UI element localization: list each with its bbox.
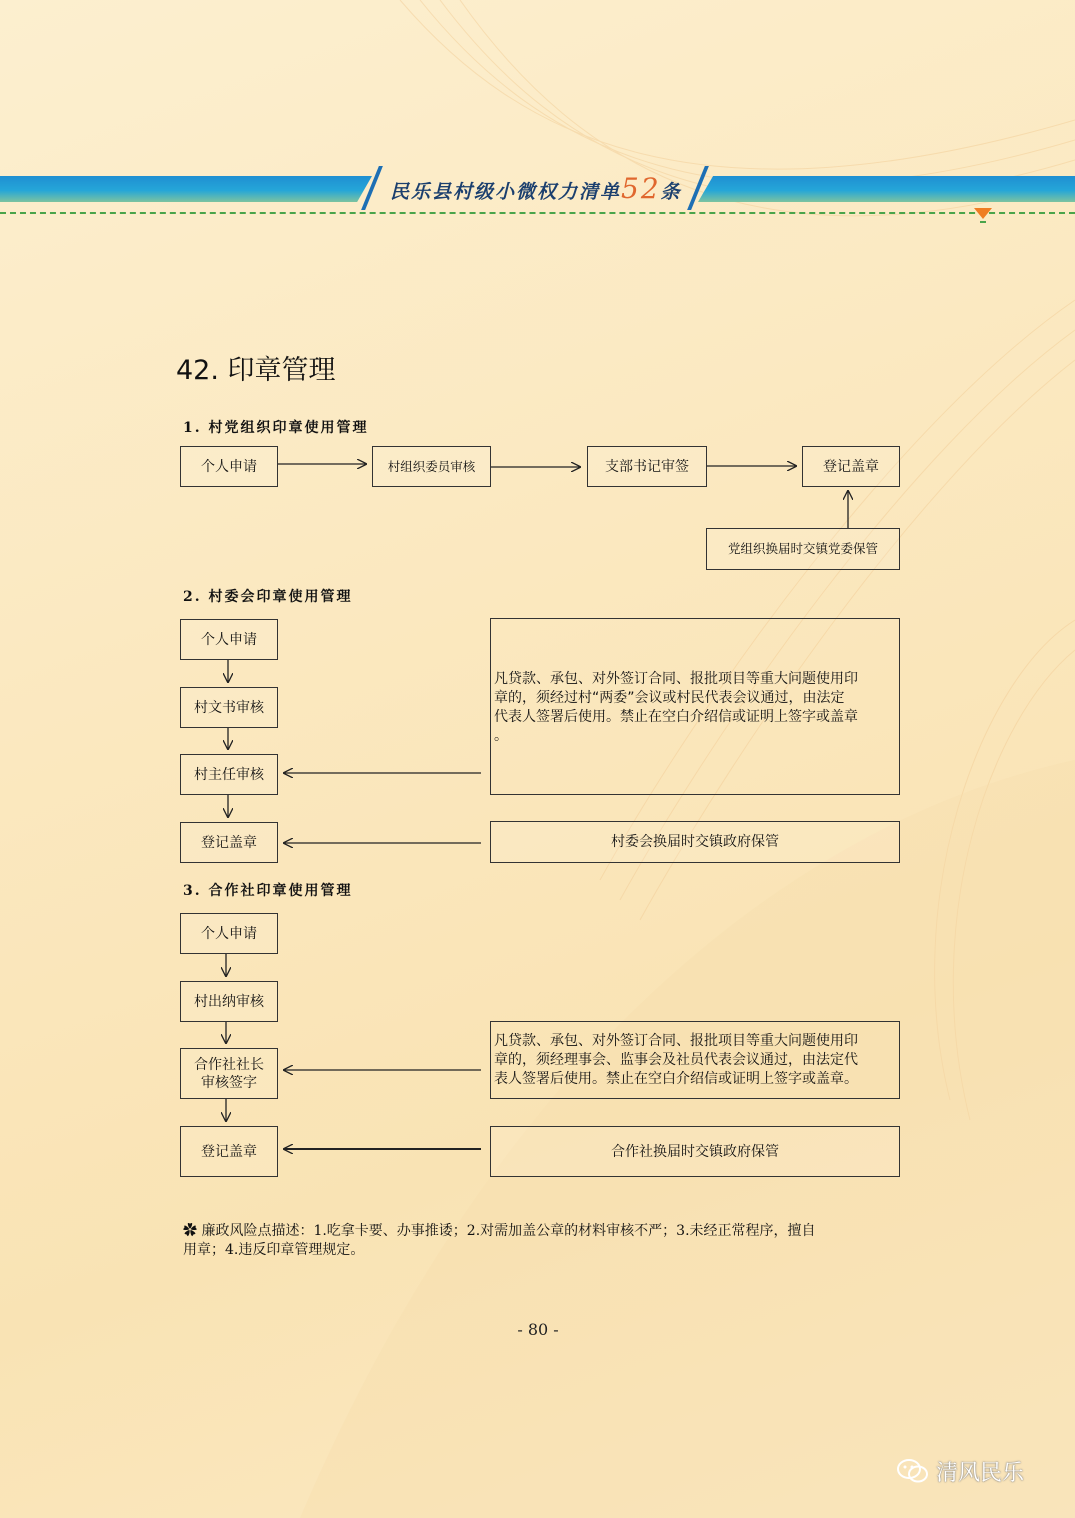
s1-step-stamp: 登记盖章 <box>802 446 900 487</box>
s2-keeper: 村委会换届时交镇政府保管 <box>490 821 900 863</box>
s2-note-line: 章的，须经过村“两委”会议或村民代表会议通过，由法定 <box>494 690 845 706</box>
risk-description <box>183 1222 895 1260</box>
header-title-suffix: 条 <box>660 181 682 203</box>
s2-note-line: 。 <box>494 728 508 744</box>
s2-note-line: 凡贷款、承包、对外签订合同、报批项目等重大问题使用印 <box>494 671 858 687</box>
section2-heading: 2. 村委会印章使用管理 <box>183 589 353 605</box>
section1-heading: 1. 村党组织印章使用管理 <box>183 420 369 436</box>
watermark-text: 清风民乐 <box>936 1460 1025 1486</box>
s2-step-clerk-review: 村文书审核 <box>180 687 278 728</box>
s3-step-chairman-line2: 审核签字 <box>201 1074 257 1091</box>
s2-step-stamp: 登记盖章 <box>180 822 278 863</box>
risk-line: ✿ 廉政风险点描述：1.吃拿卡要、办事推诿；2.对需加盖公章的材料审核不严；3.未经正常程序，擅自 <box>183 1223 816 1239</box>
s3-note-line: 表人签署后使用。禁止在空白介绍信或证明上签字或盖章。 <box>494 1071 858 1087</box>
page-number: - 80 - <box>517 1320 559 1339</box>
risk-line: 用章；4.违反印章管理规定。 <box>183 1242 365 1258</box>
s3-note-line: 章的，须经理事会、监事会及社员代表会议通过，由法定代 <box>494 1052 858 1068</box>
s3-note-line: 凡贷款、承包、对外签订合同、报批项目等重大问题使用印 <box>494 1033 858 1049</box>
s3-keeper: 合作社换届时交镇政府保管 <box>490 1126 900 1177</box>
s3-step-chairman-line1: 合作社社长 <box>194 1056 264 1073</box>
s2-step-director-review: 村主任审核 <box>180 754 278 795</box>
s1-step-committee-review: 村组织委员审核 <box>372 446 491 487</box>
section3-heading: 3. 合作社印章使用管理 <box>183 883 353 899</box>
s1-step-secretary-sign: 支部书记审签 <box>587 446 707 487</box>
header-title-text: 民乐县村级小微权力清单 <box>390 181 622 203</box>
s3-step-apply: 个人申请 <box>180 913 278 954</box>
s1-step-apply: 个人申请 <box>180 446 278 487</box>
header-title-number: 52 <box>621 172 661 205</box>
s2-step-apply: 个人申请 <box>180 619 278 660</box>
watermark <box>896 1458 1024 1484</box>
page-title: 42. 印章管理 <box>176 355 336 386</box>
s3-step-stamp: 登记盖章 <box>180 1126 278 1177</box>
s2-note-line: 代表人签署后使用。禁止在空白介绍信或证明上签字或盖章 <box>494 709 858 725</box>
wechat-icon <box>896 1458 930 1484</box>
s3-step-cashier-review: 村出纳审核 <box>180 981 278 1022</box>
s1-keeper: 党组织换届时交镇党委保管 <box>706 528 900 570</box>
